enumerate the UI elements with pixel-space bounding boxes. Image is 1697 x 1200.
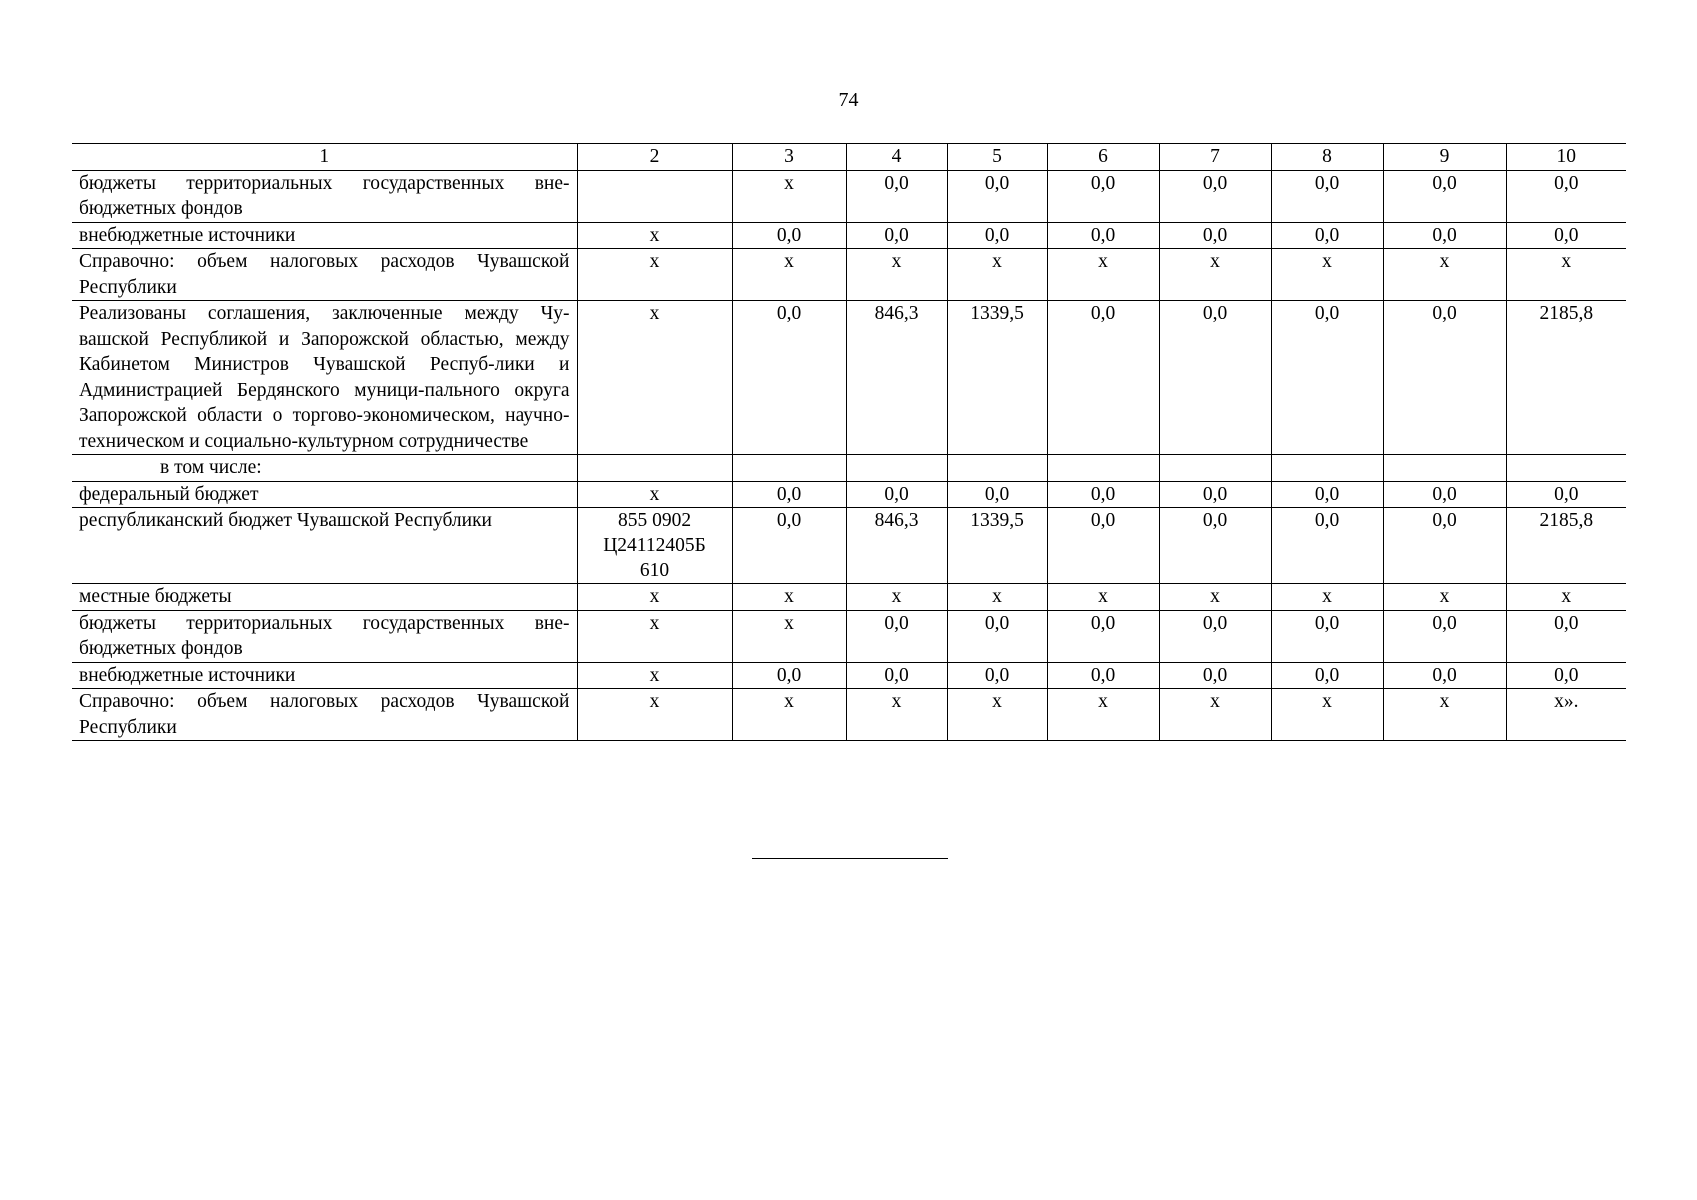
- value-cell: 0,0: [1047, 222, 1159, 249]
- value-cell: х: [1506, 584, 1626, 611]
- budget-code-cell: х: [577, 610, 732, 662]
- value-cell: 0,0: [732, 508, 846, 584]
- value-cell: 0,0: [1383, 481, 1506, 508]
- value-cell: х: [846, 584, 947, 611]
- value-cell: 0,0: [846, 170, 947, 222]
- value-cell: [1506, 455, 1626, 482]
- value-cell: х: [1271, 689, 1383, 741]
- value-cell: [846, 455, 947, 482]
- value-cell: 0,0: [1271, 662, 1383, 689]
- table-row: [72, 170, 1626, 222]
- value-cell: 0,0: [732, 481, 846, 508]
- value-cell: х: [1159, 689, 1271, 741]
- value-cell: 0,0: [732, 301, 846, 455]
- column-header: 3: [732, 144, 846, 171]
- value-cell: [732, 455, 846, 482]
- column-header: 7: [1159, 144, 1271, 171]
- value-cell: 2185,8: [1506, 301, 1626, 455]
- budget-code-cell: х: [577, 689, 732, 741]
- value-cell: 846,3: [846, 508, 947, 584]
- value-cell: 0,0: [1383, 610, 1506, 662]
- value-cell: х: [1506, 249, 1626, 301]
- table-row: [72, 222, 1626, 249]
- value-cell: 846,3: [846, 301, 947, 455]
- value-cell: 0,0: [1047, 610, 1159, 662]
- value-cell: х: [1383, 689, 1506, 741]
- value-cell: 0,0: [1047, 170, 1159, 222]
- value-cell: 1339,5: [947, 301, 1047, 455]
- value-cell: 0,0: [1047, 662, 1159, 689]
- value-cell: 0,0: [1271, 481, 1383, 508]
- column-header: 6: [1047, 144, 1159, 171]
- value-cell: 0,0: [947, 222, 1047, 249]
- value-cell: х: [1047, 689, 1159, 741]
- value-cell: 0,0: [846, 481, 947, 508]
- row-label: в том числе:: [72, 455, 577, 482]
- value-cell: 0,0: [1506, 481, 1626, 508]
- budget-code-cell: х: [577, 222, 732, 249]
- row-label: федеральный бюджет: [72, 481, 577, 508]
- value-cell: х: [1047, 249, 1159, 301]
- value-cell: 0,0: [1159, 301, 1271, 455]
- value-cell: х: [1383, 249, 1506, 301]
- value-cell: 0,0: [1047, 481, 1159, 508]
- row-label: бюджеты территориальных государственных вне-бюджетных фондов: [72, 170, 577, 222]
- value-cell: 0,0: [1159, 481, 1271, 508]
- column-header: 10: [1506, 144, 1626, 171]
- budget-code-cell: х: [577, 662, 732, 689]
- budget-code-cell: х: [577, 584, 732, 611]
- row-label: Реализованы соглашения, заключенные между Чу-вашской Республикой и Запорожской областью, между Кабинетом Министров Чувашской Респуб-лики и Администрацией Бердянского муници-пального округа Запорожской области о торгово-экономическом, научно-техническом и социально-культурном сотрудничестве: [72, 301, 577, 455]
- value-cell: х: [1271, 584, 1383, 611]
- table-body: [72, 170, 1626, 741]
- value-cell: 0,0: [1383, 301, 1506, 455]
- value-cell: х: [947, 584, 1047, 611]
- value-cell: х: [732, 249, 846, 301]
- value-cell: [1271, 455, 1383, 482]
- table-row: [72, 301, 1626, 455]
- value-cell: 0,0: [846, 222, 947, 249]
- budget-code-cell: х: [577, 249, 732, 301]
- value-cell: х: [732, 170, 846, 222]
- column-header: 1: [72, 144, 577, 171]
- table-row: [72, 662, 1626, 689]
- budget-code-line: 610: [639, 560, 670, 581]
- value-cell: 2185,8: [1506, 508, 1626, 584]
- value-cell: х: [1271, 249, 1383, 301]
- value-cell: 0,0: [947, 662, 1047, 689]
- value-cell: 0,0: [1159, 508, 1271, 584]
- value-cell: 0,0: [947, 481, 1047, 508]
- value-cell: х: [1159, 249, 1271, 301]
- value-cell: [1047, 455, 1159, 482]
- table-row: [72, 455, 1626, 482]
- value-cell: 0,0: [846, 662, 947, 689]
- budget-code-line: 855 0902: [617, 510, 692, 531]
- value-cell: 0,0: [1159, 170, 1271, 222]
- footer-rule: [752, 858, 948, 859]
- value-cell: 0,0: [1271, 610, 1383, 662]
- value-cell: 0,0: [1159, 222, 1271, 249]
- value-cell: 0,0: [1506, 170, 1626, 222]
- page-number: 74: [838, 89, 859, 111]
- row-label: внебюджетные источники: [72, 662, 577, 689]
- value-cell: 0,0: [1383, 508, 1506, 584]
- budget-code-cell: х: [577, 301, 732, 455]
- value-cell: х: [846, 249, 947, 301]
- column-header: 8: [1271, 144, 1383, 171]
- budget-code-line: Ц24112405Б: [603, 535, 706, 556]
- value-cell: х: [1047, 584, 1159, 611]
- row-label: бюджеты территориальных государственных вне-бюджетных фондов: [72, 610, 577, 662]
- value-cell: 0,0: [1506, 222, 1626, 249]
- column-header: 9: [1383, 144, 1506, 171]
- value-cell: 0,0: [1271, 301, 1383, 455]
- value-cell: х: [1383, 584, 1506, 611]
- value-cell: [1383, 455, 1506, 482]
- value-cell: 0,0: [1271, 508, 1383, 584]
- value-cell: [1159, 455, 1271, 482]
- header-row: [72, 144, 1626, 171]
- row-label: Справочно: объем налоговых расходов Чувашской Республики: [72, 689, 577, 741]
- value-cell: 0,0: [1271, 222, 1383, 249]
- table-row: [72, 610, 1626, 662]
- value-cell: 0,0: [1506, 662, 1626, 689]
- budget-code-cell: [577, 508, 732, 584]
- budget-code-cell: [577, 170, 732, 222]
- value-cell: х».: [1506, 689, 1626, 741]
- budget-table: [72, 143, 1626, 741]
- value-cell: х: [846, 689, 947, 741]
- value-cell: 0,0: [732, 662, 846, 689]
- value-cell: х: [732, 689, 846, 741]
- value-cell: 0,0: [1271, 170, 1383, 222]
- table-row: [72, 689, 1626, 741]
- value-cell: х: [732, 610, 846, 662]
- value-cell: 0,0: [1383, 662, 1506, 689]
- value-cell: 0,0: [947, 610, 1047, 662]
- row-label: республиканский бюджет Чувашской Республики: [72, 508, 577, 584]
- column-header: 5: [947, 144, 1047, 171]
- value-cell: 0,0: [1047, 301, 1159, 455]
- value-cell: 0,0: [846, 610, 947, 662]
- table-row: [72, 481, 1626, 508]
- value-cell: 0,0: [1159, 610, 1271, 662]
- value-cell: 0,0: [1506, 610, 1626, 662]
- value-cell: 0,0: [1383, 170, 1506, 222]
- value-cell: 0,0: [947, 170, 1047, 222]
- row-label: местные бюджеты: [72, 584, 577, 611]
- table-row: [72, 249, 1626, 301]
- value-cell: 0,0: [1047, 508, 1159, 584]
- value-cell: 0,0: [732, 222, 846, 249]
- table-row: [72, 584, 1626, 611]
- value-cell: 0,0: [1159, 662, 1271, 689]
- table-row: [72, 508, 1626, 584]
- budget-code-cell: [577, 455, 732, 482]
- value-cell: х: [947, 689, 1047, 741]
- row-label: Справочно: объем налоговых расходов Чувашской Республики: [72, 249, 577, 301]
- budget-code-cell: х: [577, 481, 732, 508]
- column-header: 2: [577, 144, 732, 171]
- value-cell: х: [947, 249, 1047, 301]
- table-header: [72, 144, 1626, 171]
- column-header: 4: [846, 144, 947, 171]
- row-label: внебюджетные источники: [72, 222, 577, 249]
- value-cell: х: [1159, 584, 1271, 611]
- value-cell: 0,0: [1383, 222, 1506, 249]
- value-cell: [947, 455, 1047, 482]
- value-cell: 1339,5: [947, 508, 1047, 584]
- value-cell: х: [732, 584, 846, 611]
